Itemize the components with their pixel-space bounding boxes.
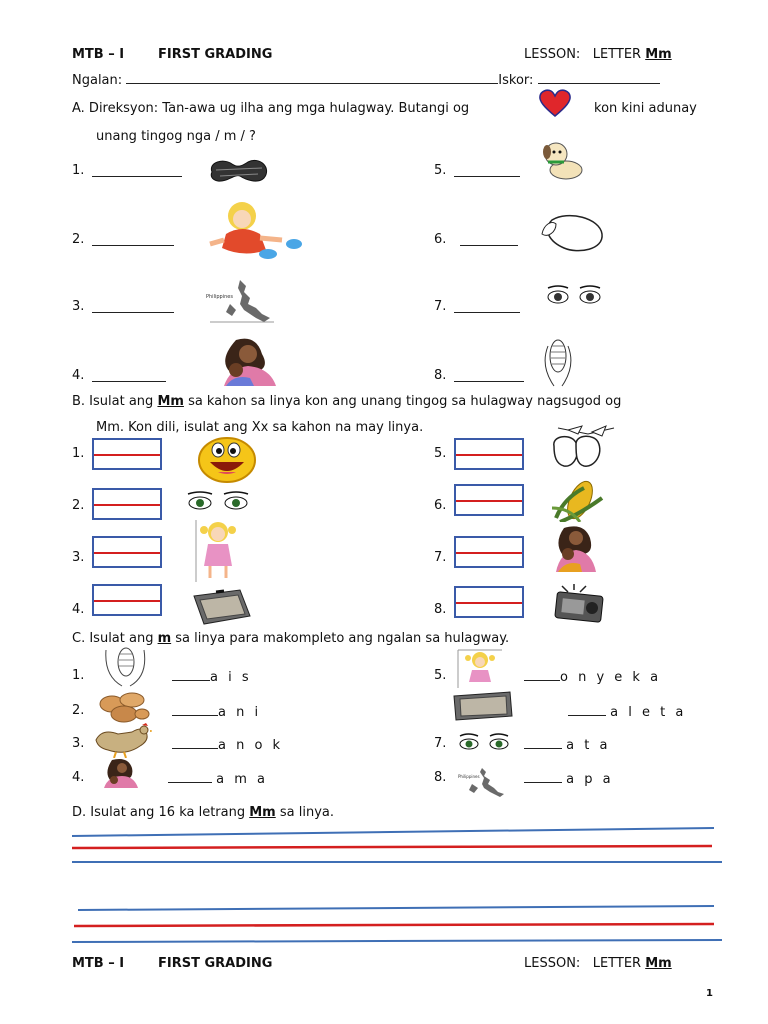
- c-item-2-number: 2.: [72, 703, 85, 718]
- b-item-2-number: 2.: [72, 498, 85, 513]
- a-item-7-answer[interactable]: [454, 300, 520, 313]
- c-item-7-number: 7.: [434, 736, 447, 751]
- section-d-letter: Mm: [249, 805, 276, 820]
- b-item-3-number: 3.: [72, 550, 85, 565]
- mango-icon: [538, 212, 606, 254]
- c-item-8-word: a p a: [566, 772, 614, 787]
- mango-pair-icon: [548, 424, 618, 470]
- peanut-icon: [98, 690, 150, 724]
- footer-letter-label: LETTER: [592, 956, 642, 971]
- map-icon: [456, 766, 510, 802]
- section-a-instruction-end: kon kini adunay: [594, 101, 697, 116]
- section-d-text-2: sa linya.: [279, 805, 335, 820]
- section-d-instruction: [72, 805, 334, 820]
- a-item-7-number: 7.: [434, 299, 447, 314]
- c-item-5: [524, 668, 661, 685]
- name-field[interactable]: [126, 71, 498, 84]
- a-item-4-answer[interactable]: [92, 369, 166, 382]
- radio-icon: [552, 584, 606, 624]
- section-c-text-1: C. Isulat ang: [72, 631, 154, 646]
- mother-icon: [100, 758, 140, 788]
- eyes-icon: [184, 490, 252, 512]
- c-item-1: [172, 668, 252, 685]
- a-item-2-answer[interactable]: [92, 233, 174, 246]
- c-item-8-number: 8.: [434, 770, 447, 785]
- c-item-8: [524, 770, 614, 787]
- c-item-2: [172, 703, 261, 720]
- b-item-8-number: 8.: [434, 602, 447, 617]
- c-item-3-word: a n o k: [218, 738, 284, 753]
- footer-subject: MTB – I: [72, 956, 125, 971]
- corn-icon: [550, 478, 606, 522]
- a-item-3-answer[interactable]: [92, 300, 174, 313]
- a-item-5-answer[interactable]: [454, 164, 520, 177]
- eyes-icon: [544, 284, 604, 306]
- peanut-icon: [206, 154, 272, 186]
- section-d-text-1: D. Isulat ang 16 ka letrang: [72, 805, 246, 820]
- c-item-1-word: a i s: [210, 670, 252, 685]
- b-item-6-box[interactable]: [454, 484, 524, 516]
- b-item-3-box[interactable]: [92, 536, 162, 568]
- c-item-1-number: 1.: [72, 668, 85, 683]
- heart-icon: [538, 88, 572, 118]
- chicken-icon: [92, 722, 152, 758]
- c-item-3-number: 3.: [72, 736, 85, 751]
- section-a-instruction: A. Direksyon: Tan-awa ug ilha ang mga hulagway. Butangi og: [72, 101, 470, 116]
- mother-icon: [550, 524, 598, 572]
- b-item-4-box[interactable]: [92, 584, 162, 616]
- mother-icon: [210, 336, 280, 386]
- footer-lesson-label: LESSON:: [524, 956, 581, 971]
- b-item-8-box[interactable]: [454, 586, 524, 618]
- header-lesson: [524, 47, 672, 62]
- doll-icon: [194, 520, 242, 582]
- corn-icon: [100, 646, 150, 688]
- section-c-letter: m: [157, 631, 172, 646]
- c-item-5-blank[interactable]: [524, 668, 560, 681]
- c-item-7-blank[interactable]: [524, 736, 562, 749]
- briefcase-icon: [190, 586, 252, 626]
- c-item-6-blank[interactable]: [568, 703, 606, 716]
- writing-lines[interactable]: [68, 824, 724, 946]
- lesson-label: LESSON:: [524, 47, 581, 62]
- footer-grading: FIRST GRADING: [158, 956, 273, 971]
- footer-lesson: [524, 956, 672, 971]
- dog-icon: [540, 140, 588, 184]
- score-field[interactable]: [538, 71, 660, 84]
- b-item-4-number: 4.: [72, 602, 85, 617]
- smiley-icon: [196, 434, 258, 484]
- b-item-7-box[interactable]: [454, 536, 524, 568]
- a-item-3-number: 3.: [72, 299, 85, 314]
- c-item-7: [524, 736, 610, 753]
- a-item-8-answer[interactable]: [454, 369, 524, 382]
- section-c-text-2: sa linya para makompleto ang ngalan sa hulagway.: [175, 631, 510, 646]
- c-item-4-blank[interactable]: [168, 770, 212, 783]
- c-item-4-word: a m a: [216, 772, 269, 787]
- b-item-7-number: 7.: [434, 550, 447, 565]
- c-item-4-number: 4.: [72, 770, 85, 785]
- b-item-2-box[interactable]: [92, 488, 162, 520]
- map-icon: [204, 278, 280, 326]
- c-item-2-word: a n i: [218, 705, 262, 720]
- section-b-letter: Mm: [157, 394, 184, 409]
- eyes-icon: [458, 732, 510, 752]
- doll-icon: [204, 200, 304, 262]
- letter-value: Mm: [645, 47, 672, 62]
- footer-letter-value: Mm: [645, 956, 672, 971]
- c-item-2-blank[interactable]: [172, 703, 218, 716]
- svg-text:Philippines: Philippines: [458, 774, 480, 779]
- c-item-4: [168, 770, 268, 787]
- section-c-instruction: [72, 631, 509, 646]
- page-number: 1: [706, 988, 713, 999]
- name-row: [72, 71, 660, 88]
- b-item-6-number: 6.: [434, 498, 447, 513]
- section-b-instruction-line2: Mm. Kon dili, isulat ang Xx sa kahon na may linya.: [96, 420, 424, 435]
- header-subject: MTB – I: [72, 47, 125, 62]
- section-b-text-2: sa kahon sa linya kon ang unang tingog sa hulagway nagsugod og: [188, 394, 622, 409]
- c-item-1-blank[interactable]: [172, 668, 210, 681]
- section-b-instruction: [72, 394, 621, 409]
- svg-text:Philippines: Philippines: [206, 294, 233, 300]
- letter-label: LETTER: [592, 47, 642, 62]
- header-grading: FIRST GRADING: [158, 47, 273, 62]
- score-label: Iskor:: [498, 73, 534, 88]
- a-item-1-number: 1.: [72, 163, 85, 178]
- b-item-5-number: 5.: [434, 446, 447, 461]
- b-item-1-number: 1.: [72, 446, 85, 461]
- a-item-6-answer[interactable]: [460, 233, 518, 246]
- b-item-5-box[interactable]: [454, 438, 524, 470]
- a-item-6-number: 6.: [434, 232, 447, 247]
- c-item-6: [568, 703, 686, 720]
- c-item-3: [172, 736, 283, 753]
- a-item-4-number: 4.: [72, 368, 85, 383]
- c-item-5-word: o n y e k a: [560, 670, 662, 685]
- c-item-5-number: 5.: [434, 668, 447, 683]
- c-item-7-word: a t a: [566, 738, 611, 753]
- name-label: Ngalan:: [72, 73, 123, 88]
- a-item-2-number: 2.: [72, 232, 85, 247]
- a-item-5-number: 5.: [434, 163, 447, 178]
- c-item-3-blank[interactable]: [172, 736, 218, 749]
- doll-icon: [456, 648, 504, 688]
- section-b-text-1: B. Isulat ang: [72, 394, 154, 409]
- a-item-1-answer[interactable]: [92, 164, 182, 177]
- corn-icon: [538, 336, 578, 388]
- b-item-1-box[interactable]: [92, 438, 162, 470]
- briefcase-icon: [452, 690, 514, 722]
- c-item-6-word: a l e t a: [610, 705, 687, 720]
- section-a-instruction-line2: unang tingog nga / m / ?: [96, 129, 256, 144]
- c-item-8-blank[interactable]: [524, 770, 562, 783]
- a-item-8-number: 8.: [434, 368, 447, 383]
